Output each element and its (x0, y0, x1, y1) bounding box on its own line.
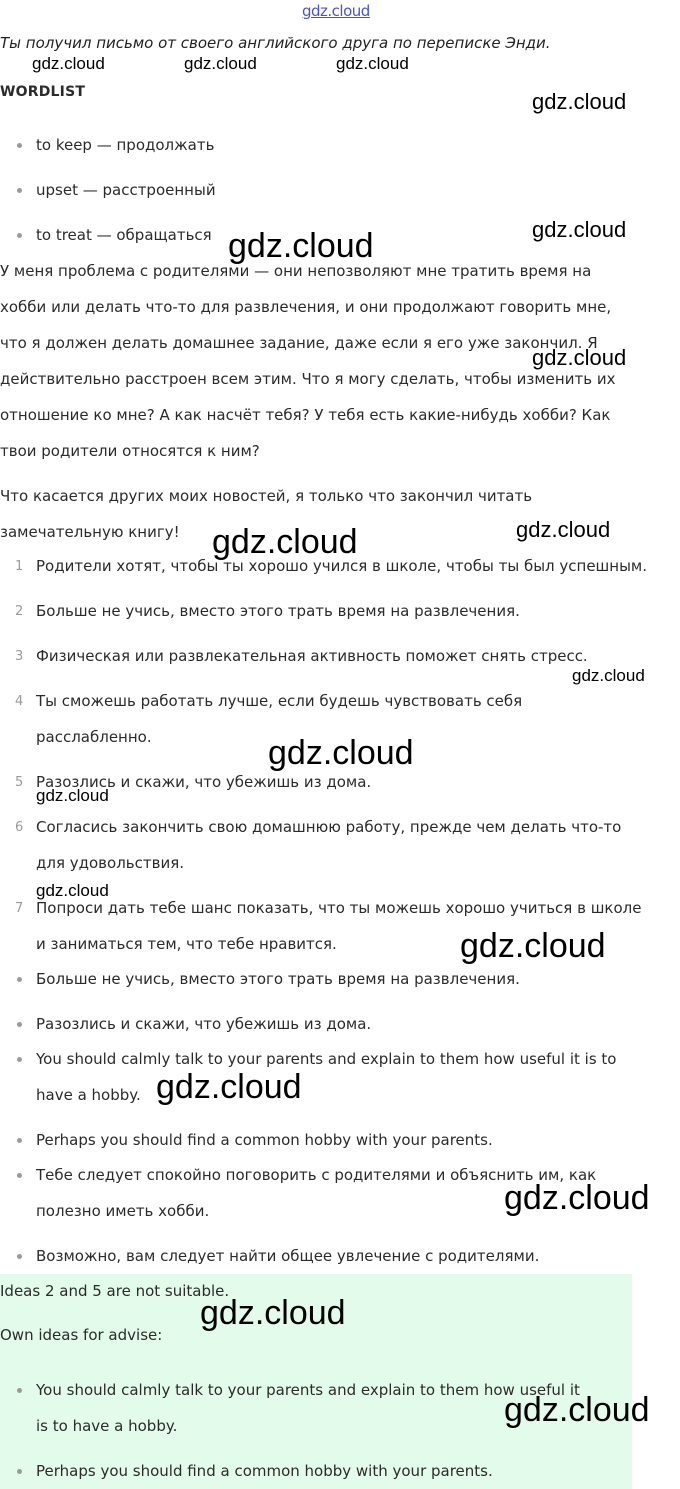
item-number: 1 (15, 559, 24, 574)
item-number: 4 (15, 694, 24, 709)
letter-line: отношение ко мне? А как насчёт тебя? У тебя есть какие-нибудь хобби? Как (0, 406, 611, 424)
watermark: gdz.cloud (532, 89, 627, 114)
answer-item: Разозлись и скажи, что убежишь из дома. (36, 1015, 372, 1033)
letter-line: У меня проблема с родителями — они непозволяют мне тратить время на (0, 262, 592, 280)
list-item: Физическая или развлекательная активность поможет снять стресс. (36, 647, 588, 665)
bullet-icon (17, 1388, 22, 1393)
watermark: gdz.cloud (32, 54, 105, 73)
letter-line: что я должен делать домашнее задание, даже если я его уже закончил. Я (0, 334, 598, 352)
solution-line: Own ideas for advise: (0, 1326, 163, 1344)
bullet-icon (17, 1138, 22, 1143)
bullet-icon (17, 1254, 22, 1259)
bullet-icon (17, 188, 22, 193)
list-item: Попроси дать тебе шанс показать, что ты можешь хорошо учиться в школе (36, 899, 642, 917)
solution-item: is to have a hobby. (36, 1417, 178, 1435)
answer-item: Тебе следует спокойно поговорить с родителями и объяснить им, как (36, 1166, 597, 1184)
wordlist-item: to keep — продолжать (36, 136, 215, 154)
item-number: 5 (15, 775, 24, 790)
answer-item: Больше не учись, вместо этого трать время на развлечения. (36, 970, 520, 988)
watermark: gdz.cloud (184, 54, 257, 73)
watermark: gdz.cloud (212, 523, 358, 561)
bullet-icon (17, 1057, 22, 1062)
list-item: Больше не учись, вместо этого трать время на развлечения. (36, 602, 520, 620)
wordlist-title: WORDLIST (0, 84, 86, 100)
watermark-link[interactable]: gdz.cloud (302, 2, 370, 20)
solution-line: Ideas 2 and 5 are not suitable. (0, 1282, 230, 1300)
answer-item: полезно иметь хобби. (36, 1202, 210, 1220)
watermark: gdz.cloud (504, 1179, 650, 1217)
solution-item: You should calmly talk to your parents and explain to them how useful it (36, 1381, 580, 1399)
answer-item: Возможно, вам следует найти общее увлечение с родителями. (36, 1247, 540, 1265)
item-number: 2 (15, 604, 24, 619)
list-item: Родители хотят, чтобы ты хорошо учился в школе, чтобы ты был успешным. (36, 557, 648, 575)
watermark: gdz.cloud (36, 881, 109, 900)
watermark: gdz.cloud (36, 786, 109, 805)
item-number: 3 (15, 649, 24, 664)
watermark: gdz.cloud (336, 54, 409, 73)
list-item: Разозлись и скажи, что убежишь из дома. (36, 773, 372, 791)
answer-item: You should calmly talk to your parents and explain to them how useful it is to (36, 1050, 617, 1068)
bullet-icon (17, 977, 22, 982)
wordlist-item: to treat — обращаться (36, 226, 212, 244)
letter-line: хобби или делать что-то для развлечения, и они продолжают говорить мне, (0, 298, 612, 316)
list-item: для удовольствия. (36, 854, 184, 872)
list-item: Ты сможешь работать лучше, если будешь чувствовать себя (36, 692, 523, 710)
letter-line: Что касается других моих новостей, я только что закончил читать (0, 487, 533, 505)
bullet-icon (17, 1469, 22, 1474)
bullet-icon (17, 233, 22, 238)
letter-line: замечательную книгу! (0, 523, 180, 541)
item-number: 6 (15, 820, 24, 835)
item-number: 7 (15, 901, 24, 916)
list-item: и заниматься тем, что тебе нравится. (36, 935, 337, 953)
watermark: gdz.cloud (532, 345, 627, 370)
watermark: gdz.cloud (516, 517, 611, 542)
list-item: расслабленно. (36, 728, 152, 746)
answer-item: have a hobby. (36, 1086, 141, 1104)
watermark: gdz.cloud (268, 734, 414, 772)
watermark: gdz.cloud (200, 1294, 346, 1332)
answer-item: Perhaps you should find a common hobby with your parents. (36, 1131, 493, 1149)
solution-item: Perhaps you should find a common hobby with your parents. (36, 1462, 493, 1480)
wordlist-item: upset — расстроенный (36, 181, 216, 199)
letter-line: твои родители относятся к ним? (0, 442, 260, 460)
watermark: gdz.cloud (572, 666, 645, 685)
letter-line: действительно расстроен всем этим. Что я могу сделать, чтобы изменить их (0, 370, 616, 388)
list-item: Согласись закончить свою домашнюю работу, прежде чем делать что-то (36, 818, 622, 836)
bullet-icon (17, 1022, 22, 1027)
watermark: gdz.cloud (460, 927, 606, 965)
watermark: gdz.cloud (532, 217, 627, 242)
watermark: gdz.cloud (504, 1391, 650, 1429)
bullet-icon (17, 1173, 22, 1178)
bullet-icon (17, 143, 22, 148)
watermark: gdz.cloud (156, 1068, 302, 1106)
task-intro: Ты получил письмо от своего английского друга по переписке Энди. (0, 34, 551, 52)
watermark: gdz.cloud (228, 227, 374, 265)
